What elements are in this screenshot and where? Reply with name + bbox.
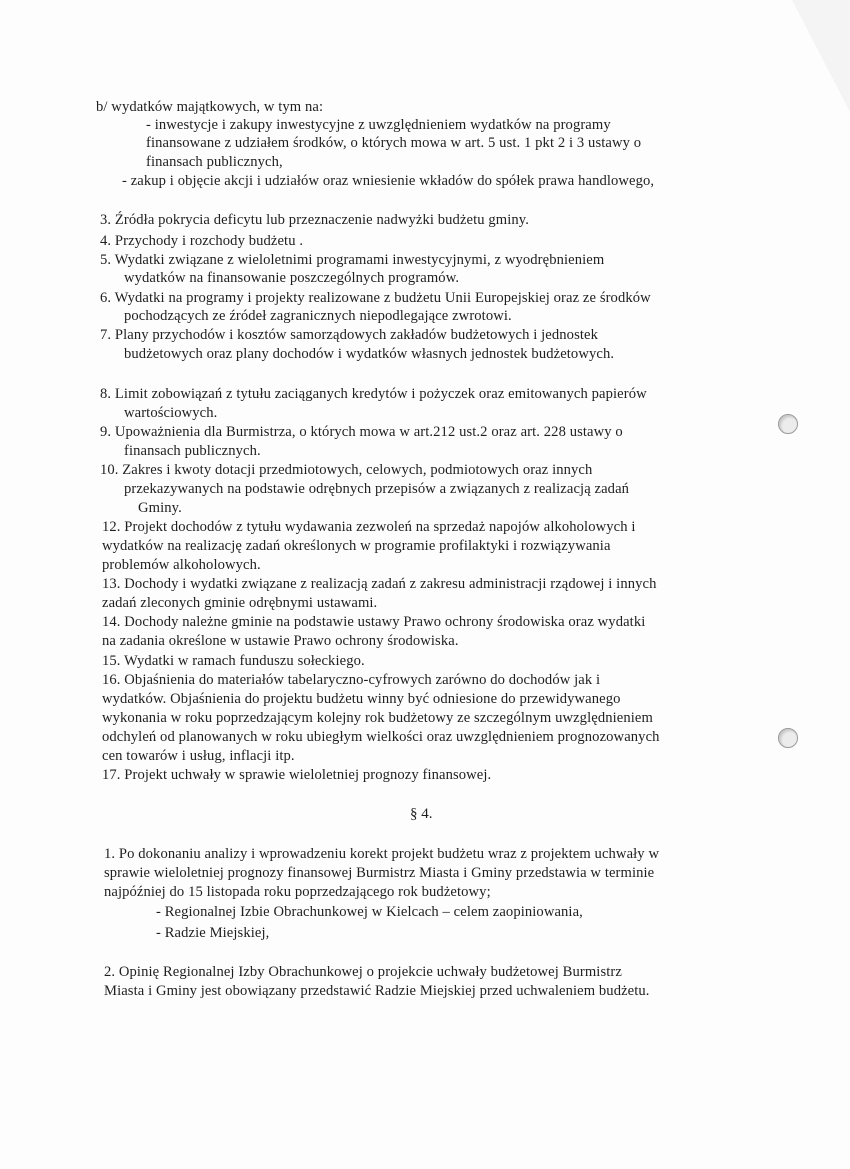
part-b-line: - zakup i objęcie akcji i udziałów oraz wniesienie wkładów do spółek prawa handlowego,	[122, 173, 655, 189]
list-item-4: 4. Przychody i rozchody budżetu .	[100, 233, 304, 249]
paragraph-1: 1. Po dokonaniu analizy i wprowadzeniu korekt projekt budżetu wraz z projektem uchwały w	[104, 846, 660, 862]
paragraph-2-cont: Miasta i Gminy jest obowiązany przedstawić Radzie Miejskiej przed uchwaleniem budżetu.	[104, 983, 650, 999]
list-item-13: 13. Dochody i wydatki związane z realizacją zadań z zakresu administracji rządowej i innych	[102, 576, 657, 592]
paragraph-1-bullet: - Regionalnej Izbie Obrachunkowej w Kielcach – celem zaopiniowania,	[156, 904, 583, 920]
list-item-10-cont: przekazywanych na podstawie odrębnych przepisów a związanych z realizacją zadań	[124, 481, 630, 497]
paragraph-1-bullet: - Radzie Miejskiej,	[156, 925, 270, 941]
list-item-5-cont: wydatków na finansowanie poszczególnych programów.	[124, 270, 460, 286]
part-b-line: - inwestycje i zakupy inwestycyjne z uwzględnieniem wydatków na programy	[146, 117, 611, 133]
list-item-3: 3. Źródła pokrycia deficytu lub przeznaczenie nadwyżki budżetu gminy.	[100, 212, 530, 228]
list-item-14-cont: na zadania określone w ustawie Prawo ochrony środowiska.	[102, 633, 459, 649]
list-item-13-cont: zadań zleconych gminie odrębnymi ustawami.	[102, 595, 378, 611]
list-item-6-cont: pochodzących ze źródeł zagranicznych niepodlegające zwrotowi.	[124, 308, 512, 324]
list-item-12-cont: problemów alkoholowych.	[102, 557, 261, 573]
section-heading: § 4.	[410, 806, 433, 822]
list-item-8: 8. Limit zobowiązań z tytułu zaciąganych kredytów i pożyczek oraz emitowanych papierów	[100, 386, 647, 402]
paragraph-2: 2. Opinię Regionalnej Izby Obrachunkowej o projekcie uchwały budżetowej Burmistrz	[104, 964, 622, 980]
list-item-16-cont: wydatków. Objaśnienia do projektu budżetu winny być odniesione do przewidywanego	[102, 691, 621, 707]
list-item-5: 5. Wydatki związane z wieloletnimi programami inwestycyjnymi, z wyodrębnieniem	[100, 252, 605, 268]
list-item-12: 12. Projekt dochodów z tytułu wydawania zezwoleń na sprzedaż napojów alkoholowych i	[102, 519, 636, 535]
list-item-16-cont: odchyleń od planowanych w roku ubiegłym wielkości oraz uwzględnieniem prognozowanych	[102, 729, 660, 745]
part-b-heading: b/ wydatków majątkowych, w tym na:	[96, 99, 324, 115]
list-item-9: 9. Upoważnienia dla Burmistrza, o których mowa w art.212 ust.2 oraz art. 228 ustawy o	[100, 424, 623, 440]
list-item-7-cont: budżetowych oraz plany dochodów i wydatków własnych jednostek budżetowych.	[124, 346, 615, 362]
part-b-line: finansowane z udziałem środków, o których mowa w art. 5 ust. 1 pkt 2 i 3 ustawy o	[146, 135, 642, 151]
list-item-6: 6. Wydatki na programy i projekty realizowane z budżetu Unii Europejskiej oraz ze środków	[100, 290, 651, 306]
list-item-15: 15. Wydatki w ramach funduszu sołeckiego.	[102, 653, 365, 669]
list-item-9-cont: finansach publicznych.	[124, 443, 261, 459]
punch-hole-top	[778, 414, 798, 434]
list-item-8-cont: wartościowych.	[124, 405, 218, 421]
list-item-16-cont: cen towarów i usług, inflacji itp.	[102, 748, 295, 764]
list-item-16: 16. Objaśnienia do materiałów tabelaryczno-cyfrowych zarówno do dochodów jak i	[102, 672, 601, 688]
folded-corner	[792, 0, 850, 112]
list-item-14: 14. Dochody należne gminie na podstawie ustawy Prawo ochrony środowiska oraz wydatki	[102, 614, 646, 630]
list-item-16-cont: wykonania w roku poprzedzającym kolejny rok budżetowy ze szczególnym uwzględnieniem	[102, 710, 653, 726]
list-item-10-cont: Gminy.	[138, 500, 182, 516]
part-b-line: finansach publicznych,	[146, 154, 283, 170]
list-item-17: 17. Projekt uchwały w sprawie wieloletniej prognozy finansowej.	[102, 767, 492, 783]
paragraph-1-cont: najpóźniej do 15 listopada roku poprzedzającego rok budżetowy;	[104, 884, 491, 900]
list-item-10: 10. Zakres i kwoty dotacji przedmiotowych, celowych, podmiotowych oraz innych	[100, 462, 593, 478]
list-item-7: 7. Plany przychodów i kosztów samorządowych zakładów budżetowych i jednostek	[100, 327, 598, 343]
list-item-12-cont: wydatków na realizację zadań określonych w programie profilaktyki i rozwiązywania	[102, 538, 611, 554]
paragraph-1-cont: sprawie wieloletniej prognozy finansowej Burmistrz Miasta i Gminy przedstawia w terminie	[104, 865, 655, 881]
punch-hole-bottom	[778, 728, 798, 748]
